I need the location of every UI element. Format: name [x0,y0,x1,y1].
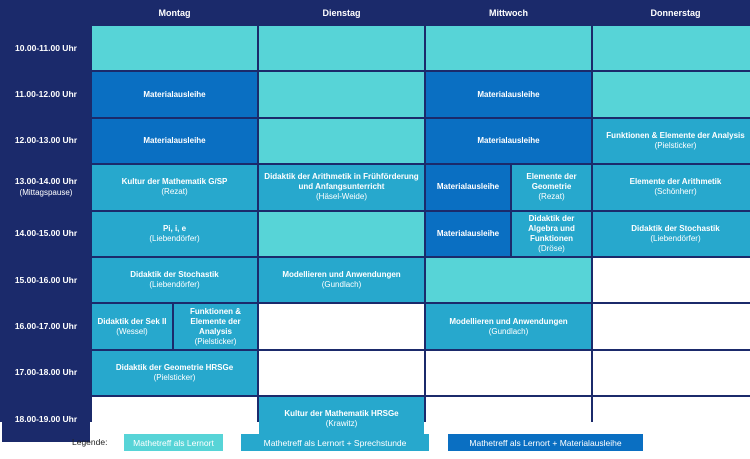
course-cell [259,258,424,302]
course-cell [426,165,510,209]
course-person: (Rezat) [161,187,188,197]
course-cell [92,119,257,163]
empty-slot [593,258,750,302]
course-person: (Liebendörfer) [149,233,200,243]
course-title: Funktionen & Elemente der Analysis [189,306,242,336]
course-person: (Wessel) [116,326,148,336]
time-slot [2,258,90,302]
course-person: (Krawitz) [325,419,358,429]
legend-item-lernort [124,434,223,451]
legend-item-text: Mathetreff als Lernort + Materialausleihe [469,437,622,448]
course-title: Materialausleihe [143,135,206,145]
course-cell [92,165,257,209]
time-slot [2,26,90,70]
course-cell [92,212,257,256]
course-cell [92,351,257,395]
course-cell [593,212,750,256]
course-title: Materialausleihe [477,135,540,145]
split-slot [426,165,591,209]
time-label: 17.00-18.00 Uhr [14,367,78,378]
course-title: Didaktik der Geometrie HRSGe [115,362,234,372]
course-cell [512,212,591,256]
time-slot [2,72,90,116]
time-slot [2,119,90,163]
course-title: Pi, i, e [162,223,187,233]
time-sublabel: (Mittagspause) [19,188,73,198]
time-label: 12.00-13.00 Uhr [14,135,78,146]
course-cell [92,258,257,302]
course-title: Materialausleihe [436,228,500,238]
course-title: Didaktik der Arithmetik in Frühförderung und Anfangsunterricht [264,172,419,192]
time-slot [2,212,90,256]
day-header-donnerstag: Donnerstag [593,2,750,24]
course-person: (Liebendörfer) [650,233,701,243]
slot-lernort [259,212,424,256]
slot-lernort [426,26,591,70]
legend [0,430,750,454]
course-person: (Gundlach) [488,326,529,336]
time-label: 16.00-17.00 Uhr [14,321,78,332]
course-cell [174,304,257,348]
course-cell [426,72,591,116]
time-label: 13.00-14.00 Uhr [14,176,78,187]
course-cell [92,304,172,348]
course-cell [426,212,510,256]
course-cell [512,165,591,209]
day-header-montag: Montag [92,2,257,24]
course-title: Didaktik der Algebra und Funktionen [528,213,575,243]
course-person: (Schönherr) [654,187,697,197]
time-slot [2,351,90,395]
course-person: (Rezat) [538,192,565,202]
time-label: 14.00-15.00 Uhr [14,228,78,239]
course-title: Modellieren und Anwendungen [449,316,568,326]
course-title: Didaktik der Stochastik [631,223,720,233]
course-person: (Gundlach) [321,280,362,290]
day-header-mittwoch: Mittwoch [426,2,591,24]
course-title: Funktionen & Elemente der Analysis [606,130,745,140]
legend-label: Legende: [72,437,108,447]
slot-lernort [593,26,750,70]
time-slot [2,165,90,209]
legend-item-text: Mathetreff als Lernort + Sprechstunde [263,437,407,448]
course-title: Elemente der Geometrie [526,172,577,192]
course-cell [426,304,591,348]
course-cell [92,72,257,116]
day-header-dienstag: Dienstag [259,2,424,24]
course-title: Didaktik der Sek II [97,316,167,326]
legend-item-materialausleihe [448,434,643,451]
course-cell [593,119,750,163]
course-cell [593,165,750,209]
course-title: Modellieren und Anwendungen [282,270,401,280]
slot-lernort [259,72,424,116]
legend-item-sprechstunde [241,434,429,451]
course-person: (Pielsticker) [153,372,196,382]
time-label: 15.00-16.00 Uhr [14,274,78,285]
course-cell [426,119,591,163]
slot-lernort [426,258,591,302]
time-label: 10.00-11.00 Uhr [15,42,77,53]
course-title: Kultur der Mathematik HRSGe [284,409,399,419]
slot-lernort [593,72,750,116]
empty-slot [593,304,750,348]
legend-item-text: Mathetreff als Lernort [133,437,214,448]
course-title: Materialausleihe [143,89,206,99]
empty-slot [259,351,424,395]
course-person: (Pielsticker) [654,140,697,150]
split-slot [426,212,591,256]
course-title: Elemente der Arithmetik [629,177,722,187]
course-title: Kultur der Mathematik G/SP [121,177,228,187]
slot-lernort [259,26,424,70]
time-label: 11.00-12.00 Uhr [15,89,77,100]
course-person: (Pielsticker) [194,336,237,346]
empty-slot [426,351,591,395]
course-person: (Dröse) [538,243,565,253]
corner-cell [2,2,90,24]
course-cell [259,165,424,209]
empty-slot [259,304,424,348]
time-label: 18.00-19.00 Uhr [14,413,78,424]
time-slot [2,304,90,348]
split-slot [92,304,257,348]
empty-slot [593,351,750,395]
slot-lernort [259,119,424,163]
course-title: Materialausleihe [477,89,540,99]
course-person: (Häsel-Weide) [316,192,367,202]
course-title: Didaktik der Stochastik [130,270,219,280]
slot-lernort [92,26,257,70]
course-title: Materialausleihe [436,182,500,192]
course-person: (Liebendörfer) [149,280,200,290]
